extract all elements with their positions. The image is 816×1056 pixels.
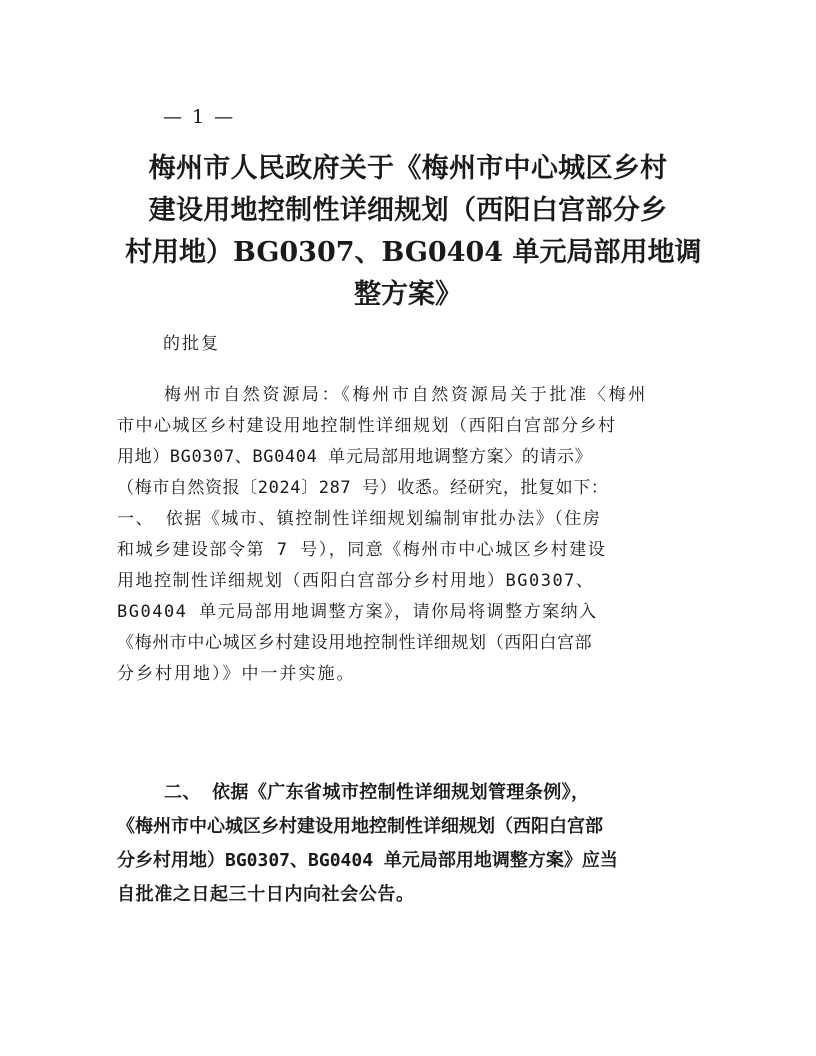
page-number: — 1 — <box>163 106 236 128</box>
paragraph-line: 用地控制性详细规划（西阳白宫部分乡村用地）BG0307、 <box>117 571 595 591</box>
document-title <box>125 148 702 316</box>
paragraph-line: 梅州市自然资源局：《梅州市自然资源局关于批准〈梅州 <box>164 385 648 405</box>
title-line: 村用地）BG0307、BG0404 单元局部用地调 <box>125 237 702 268</box>
paragraph-line: 用地）BG0307、BG0404 单元局部用地调整方案〉的请示》 <box>117 447 593 467</box>
document-subtitle: 的批复 <box>163 334 220 354</box>
paragraph-line: 分乡村用地）》中一并实施。 <box>117 664 356 684</box>
title-line: 梅州市人民政府关于《梅州市中心城区乡村 <box>148 153 668 184</box>
reply-paragraph <box>117 380 702 690</box>
section-two-line: 《梅州市中心城区乡村建设用地控制性详细规划（西阳白宫部 <box>117 816 603 837</box>
section-two-paragraph <box>117 776 702 912</box>
section-two-line: 二、 依据《广东省城市控制性详细规划管理条例》， <box>164 782 590 803</box>
paragraph-line: 一、 依据《城市、镇控制性详细规划编制审批办法》（住房 <box>117 509 602 529</box>
paragraph-line: 《梅州市中心城区乡村建设用地控制性详细规划（西阳白宫部 <box>117 633 593 653</box>
section-two-line: 分乡村用地）BG0307、BG0404 单元局部用地调整方案》应当 <box>117 850 618 871</box>
paragraph-line: 和城乡建设部令第 7 号），同意《梅州市中心城区乡村建设 <box>117 540 607 560</box>
section-two-line: 自批准之日起三十日内向社会公告。 <box>117 884 415 905</box>
title-line: 整方案》 <box>354 279 462 310</box>
title-line: 建设用地控制性详细规划（西阳白宫部分乡 <box>148 195 668 226</box>
paragraph-line: （梅市自然资报〔2024〕287 号）收悉。经研究，批复如下： <box>117 478 609 498</box>
paragraph-line: 市中心城区乡村建设用地控制性详细规划（西阳白宫部分乡村 <box>117 416 617 436</box>
paragraph-line: BG0404 单元局部用地调整方案》，请你局将调整方案纳入 <box>117 602 598 622</box>
